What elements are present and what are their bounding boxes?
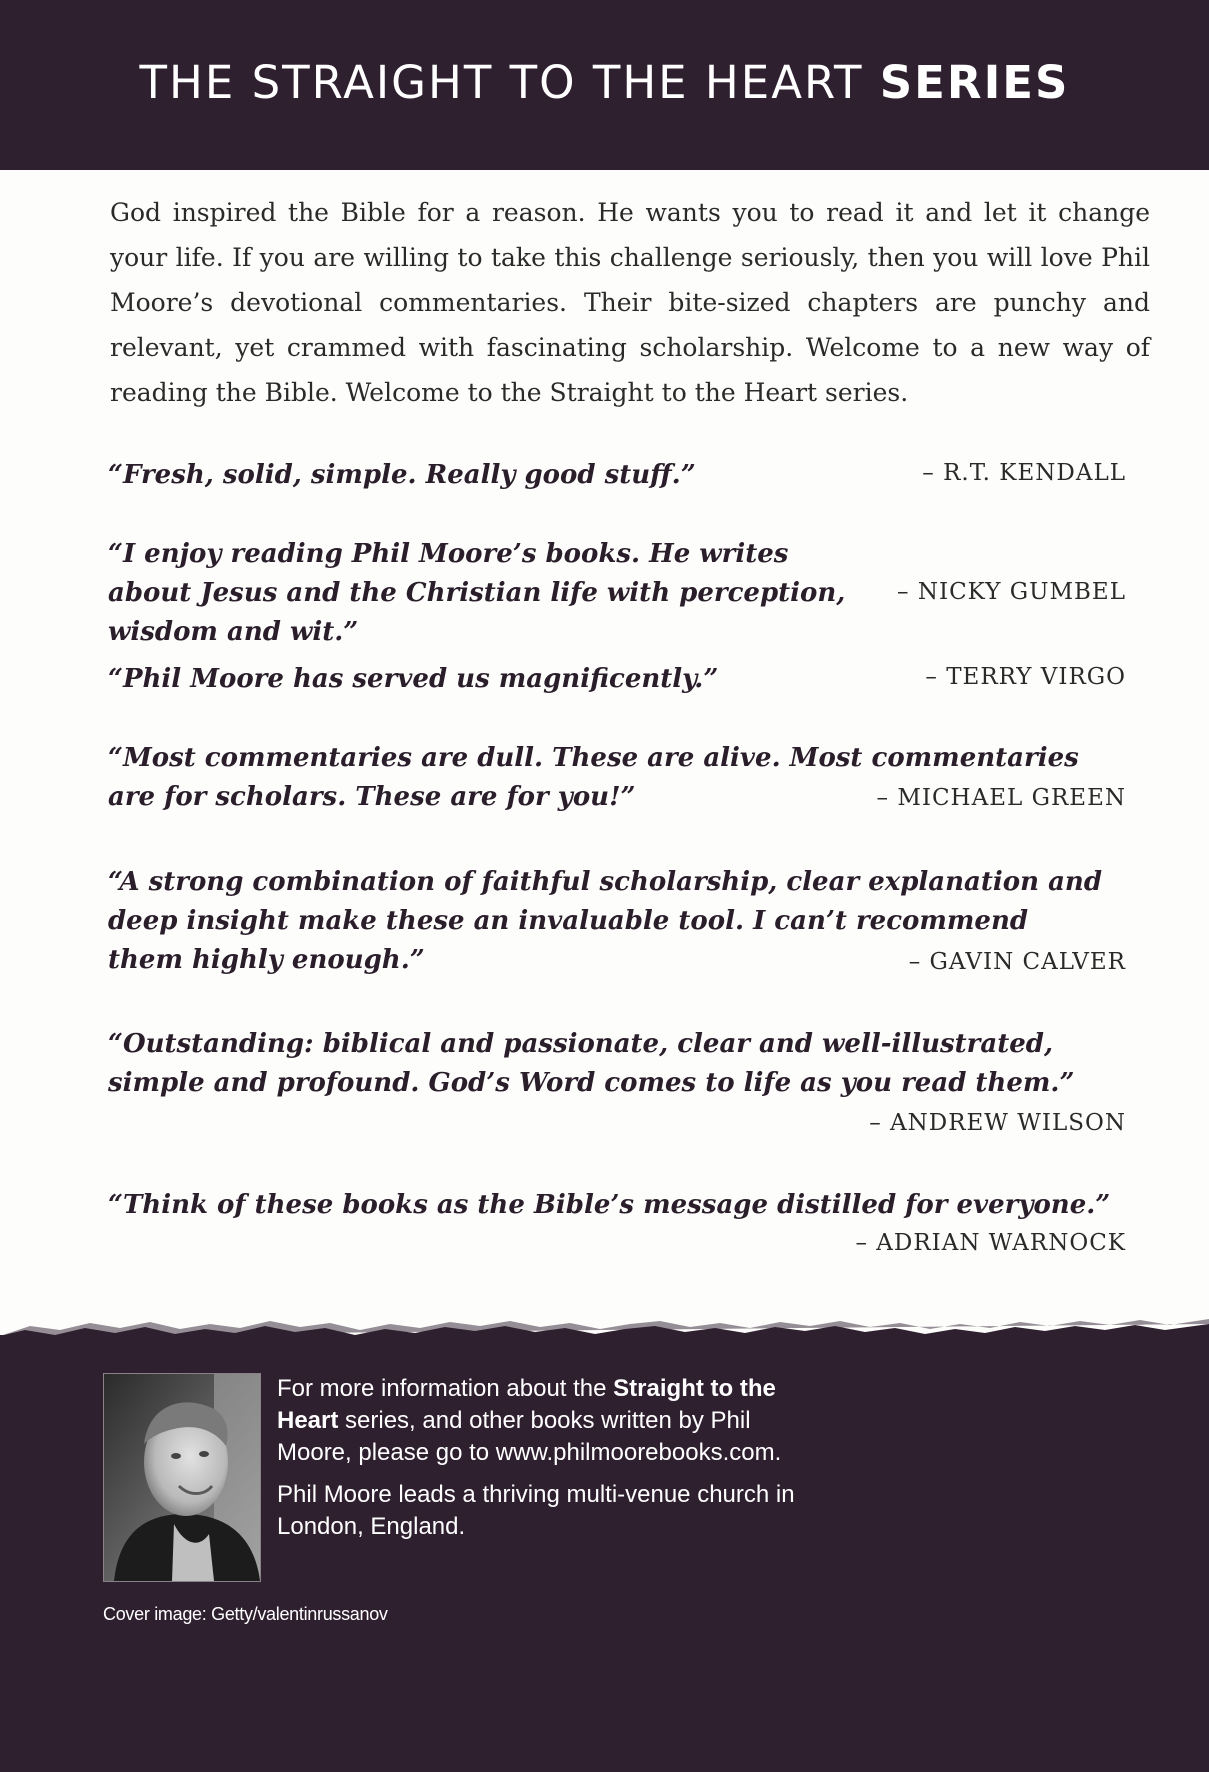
quote-block (108, 739, 1148, 819)
author-photo (103, 1373, 261, 1582)
quote-author: – ANDREW WILSON (869, 1110, 1126, 1136)
quote-text: “Think of these books as the Bible’s message distilled for everyone.” (108, 1190, 1111, 1220)
quote-text: “Outstanding: biblical and passionate, clear and well-illustrated, simple and profound. God’s Word comes to life as you read them.” (108, 1029, 1075, 1098)
cover-image-credit: Cover image: Getty/valentinrussanov (103, 1604, 388, 1624)
quote-block (108, 660, 1148, 700)
author-bio: Phil Moore leads a thriving multi-venue church in London, England. (277, 1481, 795, 1540)
series-title: THE STRAIGHT TO THE HEART SERIES (139, 56, 1070, 109)
quote-text: “Fresh, solid, simple. Really good stuff.” (108, 460, 696, 490)
quote-author: – MICHAEL GREEN (876, 785, 1126, 811)
quote-text: “A strong combination of faithful scholarship, clear explanation and deep insight make these an invaluable tool. I can’t recommend them highly enough.” (108, 867, 1103, 975)
info-paragraph: For more information about the Straight to the Heart series, and other books written by Phil Moore, please go to www.philmoorebooks.com. (277, 1375, 782, 1466)
quote-author: – NICKY GUMBEL (897, 579, 1126, 605)
quote-text: “I enjoy reading Phil Moore’s books. He writes about Jesus and the Christian life with perception, wisdom and wit.” (108, 539, 846, 647)
quote-text: “Phil Moore has served us magnificently.” (108, 664, 719, 694)
quote-block (108, 456, 1148, 496)
quote-author: – ADRIAN WARNOCK (855, 1230, 1126, 1256)
quote-author: – TERRY VIRGO (925, 664, 1126, 690)
torn-edge-top (0, 120, 1209, 180)
quote-block (108, 863, 1148, 983)
quote-text: “Most commentaries are dull. These are alive. Most commentaries are for scholars. These are for you!” (108, 743, 1079, 812)
quote-author: – GAVIN CALVER (908, 949, 1126, 975)
quote-author: – R.T. KENDALL (922, 460, 1126, 486)
quote-block (108, 1025, 1148, 1145)
more-info (277, 1373, 797, 1553)
quote-block (108, 1186, 1148, 1266)
intro-paragraph: God inspired the Bible for a reason. He wants you to read it and let it change your life. If you are willing to take this challenge seriously, then you will love Phil Moore’s devotional commentaries. Their bite-sized chapters are punchy and relevant, yet crammed with fascinating scholarship. Welcome to a new way of reading the Bible. Welcome to the Straight to the Heart series. (110, 198, 1150, 407)
quote-block (108, 535, 1148, 647)
